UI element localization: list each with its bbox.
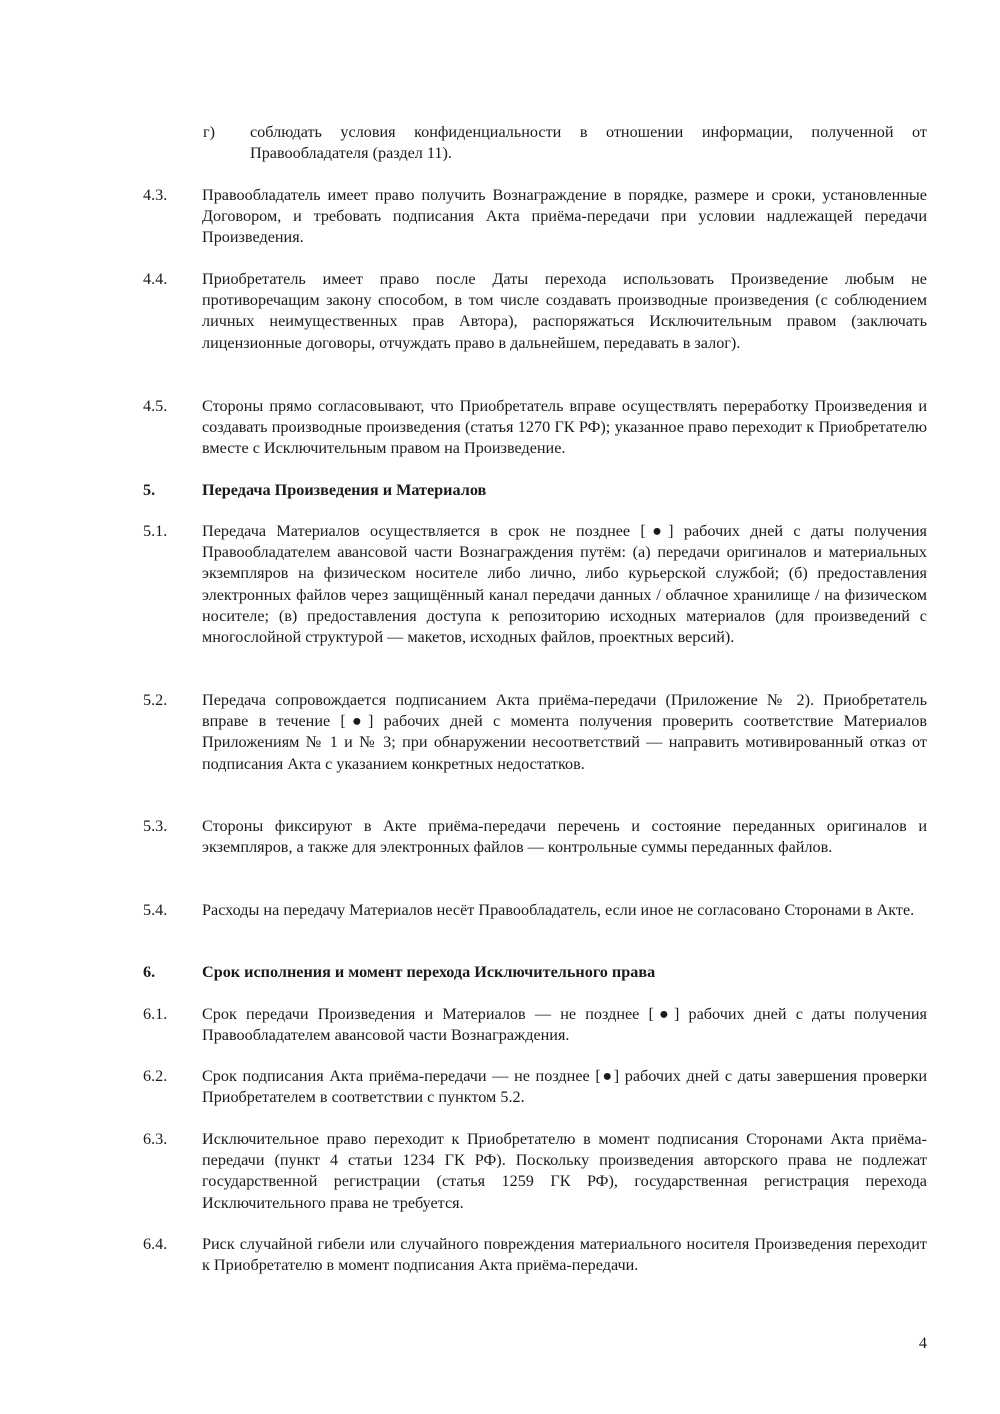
subitem-label: г): [203, 123, 216, 141]
clause-number: 5.3.: [143, 817, 168, 835]
clause-text: Правообладатель имеет право получить Вознаграждение в порядке, размере и сроки, установленные Договором, и требовать подписания Акта приёма-передачи при условии надлежащей передачи Произведения.: [202, 186, 927, 247]
clause-number: 6.2.: [143, 1067, 168, 1085]
clause-text: Передача Материалов осуществляется в срок не позднее [●] рабочих дней с даты получения Правообладателем авансовой части Вознаграждения путём: (а) передачи оригиналов и материальных экземпляров на физическом носителе либо лично, либо курьерской службой; (б) предоставления электронных файлов через защищённый канал передачи данных / облачное хранилище / на физическом носителе; (в) предоставления доступа к репозиторию исходных материалов (для произведений с многослойной структурой — макетов, исходных файлов, проектных версий).: [202, 522, 927, 647]
clause-text: Стороны прямо согласовывают, что Приобретатель вправе осуществлять переработку Произведения и создавать производные произведения (статья 1270 ГК РФ); указанное право переходит к Приобретателю вместе с Исключительным правом на Произведение.: [202, 397, 927, 458]
clause-number: 5.2.: [143, 691, 168, 709]
clause-5-3: [143, 816, 927, 858]
clause-text: Срок подписания Акта приёма-передачи — не позднее [●] рабочих дней с даты завершения проверки Приобретателем в соответствии с пунктом 5.2.: [202, 1067, 927, 1107]
clause-6-3: [143, 1129, 927, 1214]
section-title: Передача Произведения и Материалов: [202, 481, 487, 499]
clause-number: 4.3.: [143, 186, 168, 204]
clause-text: Исключительное право переходит к Приобретателю в момент подписания Сторонами Акта приёма-передачи (пункт 4 статьи 1234 ГК РФ). Поскольку произведения авторского права не подлежат государственной регистрации (статья 1259 ГК РФ), государственная регистрация перехода Исключительного права не требуется.: [202, 1130, 927, 1212]
clause-5-4: [143, 900, 927, 921]
clause-number: 5.1.: [143, 522, 168, 540]
subitem-text: соблюдать условия конфиденциальности в отношении информации, полученной от Правообладателя (раздел 11).: [250, 123, 927, 163]
clause-text: Срок передачи Произведения и Материалов — не позднее [●] рабочих дней с даты получения Правообладателем авансовой части Вознаграждения.: [202, 1005, 927, 1045]
clause-text: Передача сопровождается подписанием Акта приёма-передачи (Приложение № 2). Приобретатель вправе в течение [●] рабочих дней с момента получения проверить соответствие Материалов Приложениям № 1 и № 3; при обнаружении несоответствий — направить мотивированный отказ от подписания Акта с указанием конкретных недостатков.: [202, 691, 927, 773]
clause-4-5: [143, 396, 927, 460]
clause-text: Стороны фиксируют в Акте приёма-передачи перечень и состояние переданных оригиналов и экземпляров, а также для электронных файлов — контрольные суммы переданных файлов.: [202, 817, 927, 857]
section-title: Срок исполнения и момент перехода Исключительного права: [202, 963, 656, 981]
clause-6-4: [143, 1234, 927, 1276]
section-5-heading: [143, 480, 927, 501]
clause-5-2: [143, 690, 927, 775]
clause-number: 4.5.: [143, 397, 168, 415]
clause-number: 6.4.: [143, 1235, 168, 1253]
section-6-heading: [143, 962, 927, 983]
clause-number: 6.3.: [143, 1130, 168, 1148]
clause-5-1: [143, 521, 927, 648]
clause-text: Риск случайной гибели или случайного повреждения материального носителя Произведения переходит к Приобретателю в момент подписания Акта приёма-передачи.: [202, 1235, 927, 1275]
section-number: 5.: [143, 481, 156, 499]
clause-number: 5.4.: [143, 901, 168, 919]
clause-text: Расходы на передачу Материалов несёт Правообладатель, если иное не согласовано Сторонами в Акте.: [202, 901, 915, 919]
clause-4-4: [143, 269, 927, 354]
clause-6-1: [143, 1004, 927, 1046]
clause-text: Приобретатель имеет право после Даты перехода использовать Произведение любым не противоречащим закону способом, в том числе создавать производные произведения (с соблюдением личных неимущественных прав Автора), распоряжаться Исключительным правом (заключать лицензионные договоры, отчуждать право в дальнейшем, передавать в залог).: [202, 270, 927, 352]
section-number: 6.: [143, 963, 156, 981]
clause-6-2: [143, 1066, 927, 1108]
subitem-g: [203, 122, 927, 164]
page-number: 4: [918, 1334, 927, 1352]
clause-4-3: [143, 185, 927, 249]
clause-number: 4.4.: [143, 270, 168, 288]
clause-number: 6.1.: [143, 1005, 168, 1023]
